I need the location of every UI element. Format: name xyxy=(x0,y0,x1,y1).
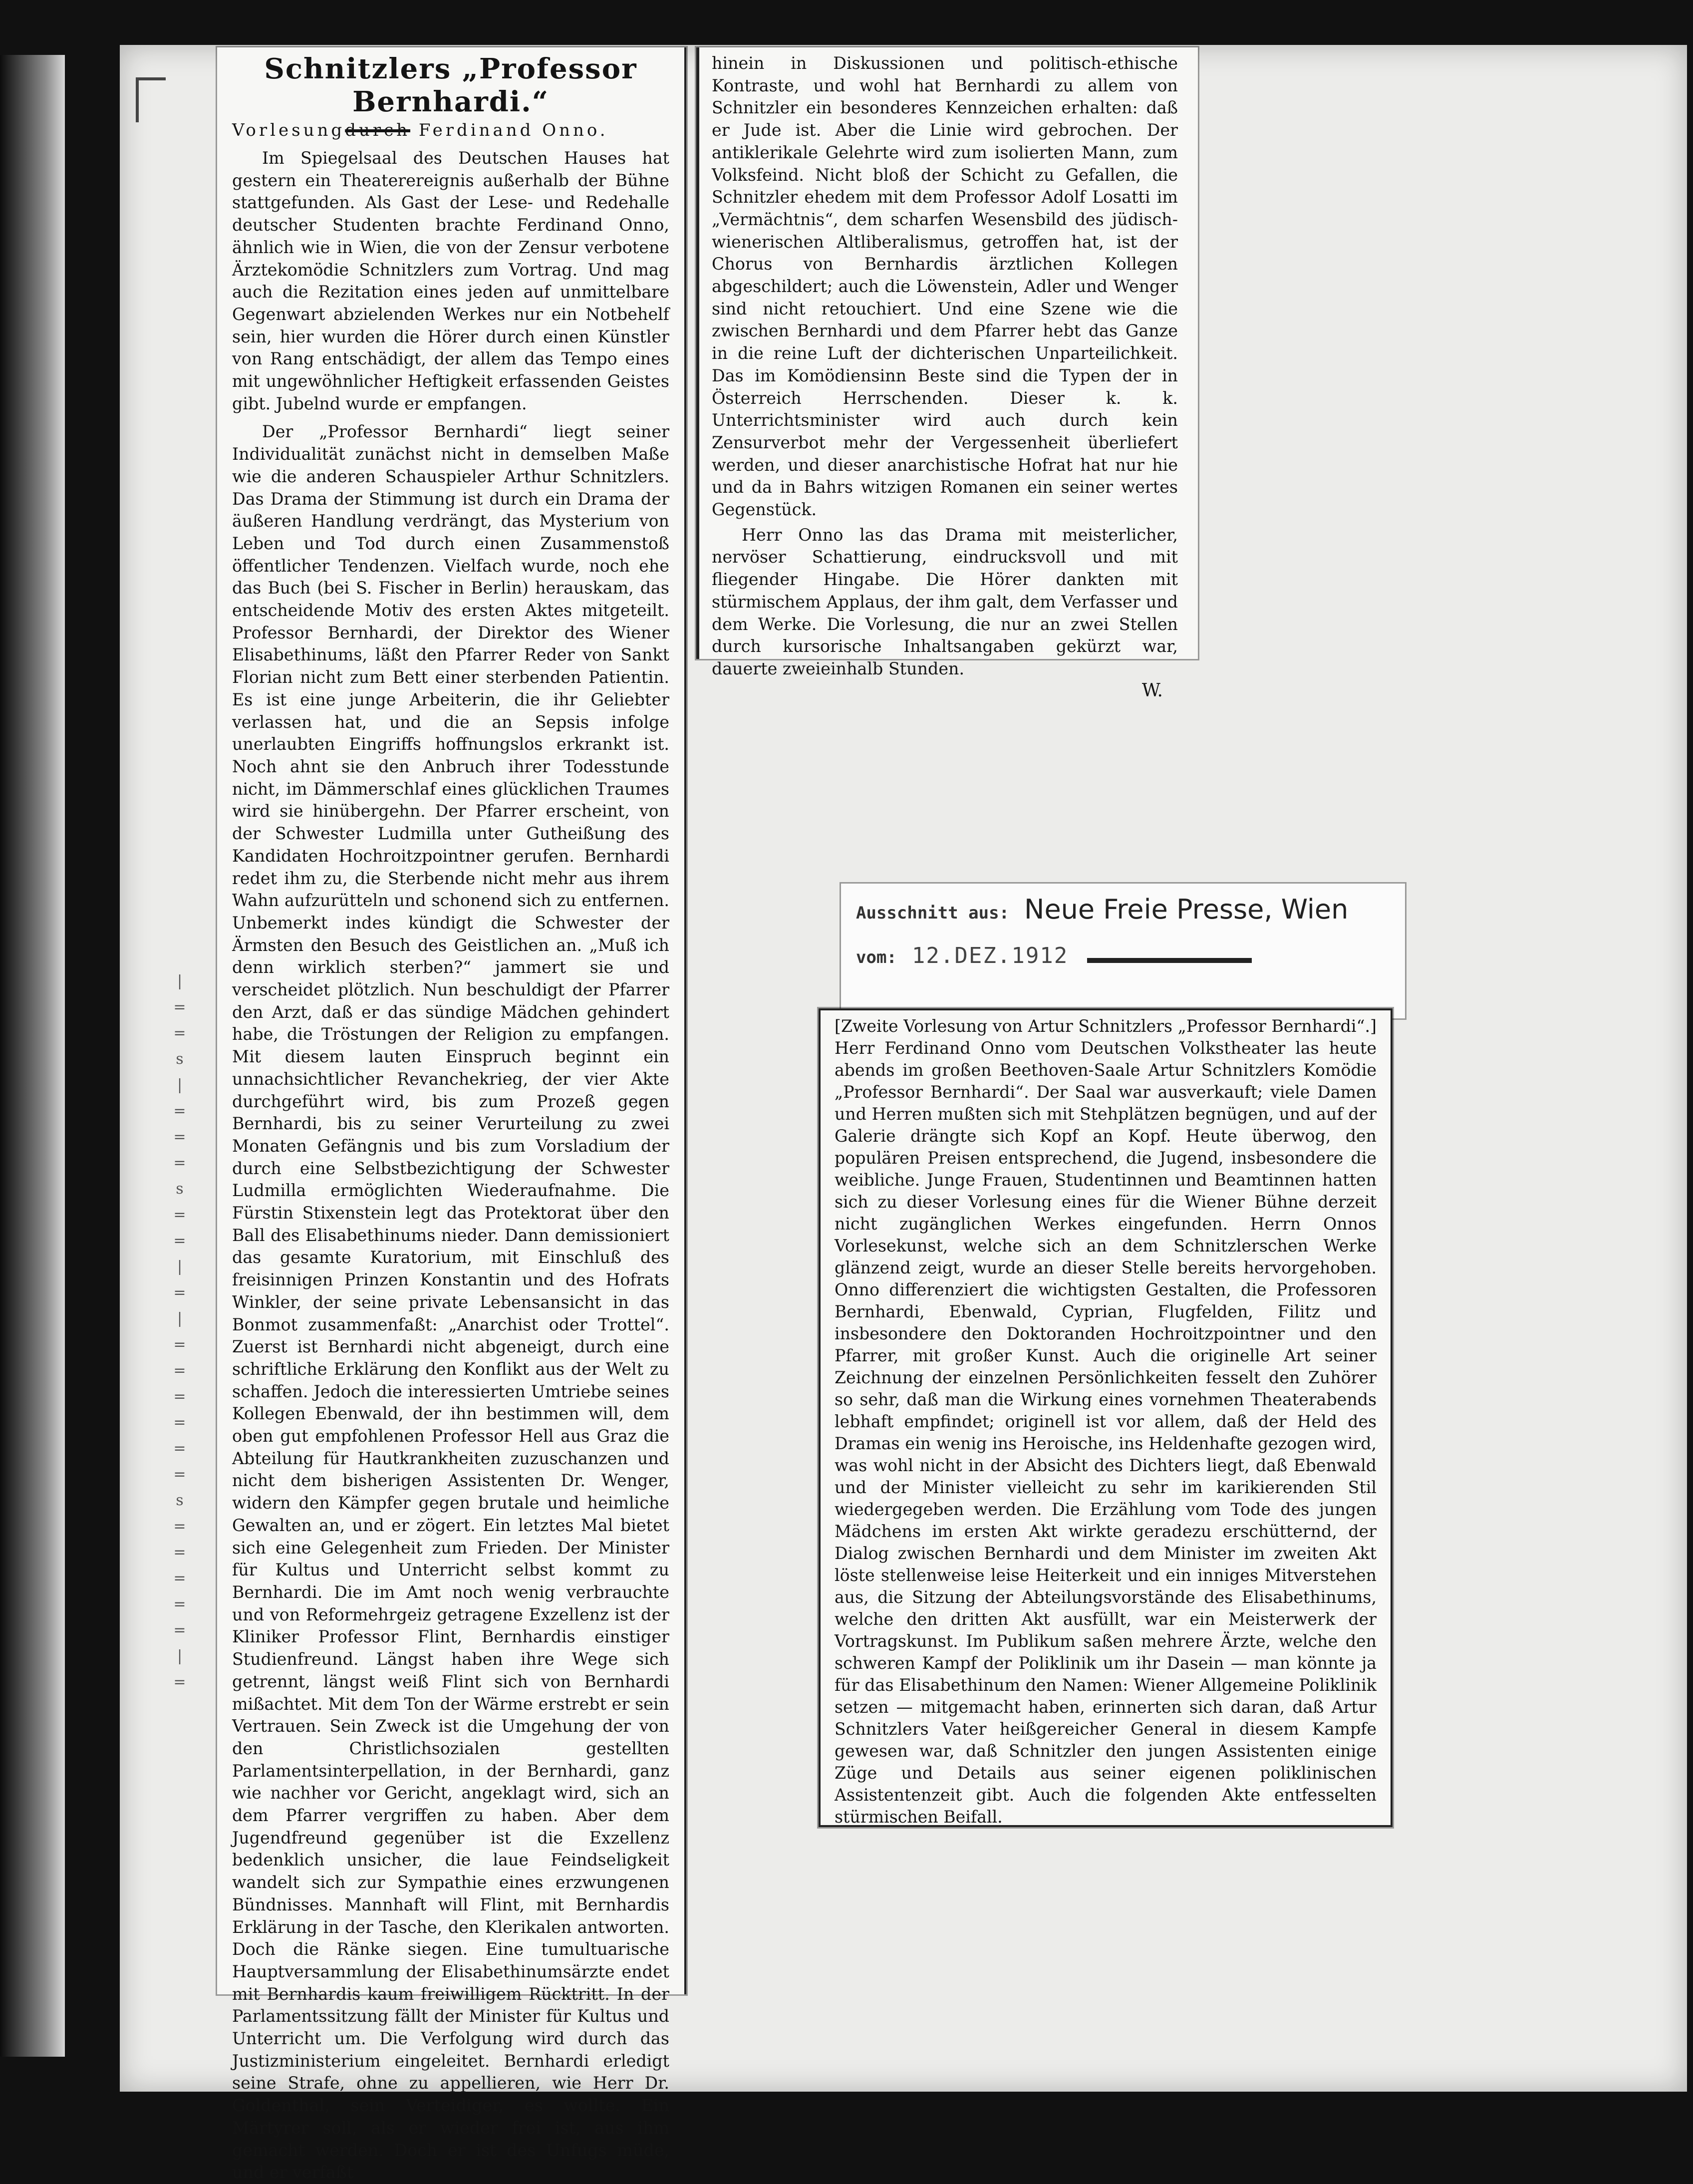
clipping-neue-freie-presse xyxy=(819,1008,1393,1827)
byline-name: Ferdinand Onno. xyxy=(418,120,608,140)
margin-mark: = xyxy=(173,1102,186,1120)
corner-mark-top xyxy=(136,77,166,80)
article-paragraph: hinein in Diskussionen und politisch-ethische Kontraste, und wohl hat Bernhardi zu allem von Schnitzler ein besonderes Kennzeichen erhalten: daß er Jude ist. Aber die Linie wird gebrochen. Der antiklerikale Gelehrte wird zum isolierten Mann, zum Volksfeind. Nicht bloß der Schicht zu Gefallen, die Schnitzler ehedem mit dem Professor Adolf Losatti im „Vermächtnis“, dem scharfen Wesensbild des jüdisch-wienerischen Altliberalismus, getroffen hat, ist der Chorus von Bernhardis ärztlichen Kollegen abgeschildert; auch die Löwenstein, Adler und Wenger sind nicht retouchiert. Und eine Szene wie die zwischen Bernhardi und dem Pfarrer hebt das Ganze in die reine Luft der dichterischen Unparteilichkeit. Das im Komödiensinn Beste sind die Typen der in Österreich Herrschenden. Dieser k. k. Unterrichtsminister wird auch durch kein Zensurverbot mehr der Vergessenheit überliefert werden, und dieser anarchistische Hofrat hat nur hie und da in Bahrs witzigen Romanen ein seiner wertes Gegenstück. xyxy=(712,53,1178,520)
margin-mark: s xyxy=(176,1050,184,1068)
clipping-review-continuation xyxy=(696,47,1198,701)
stamp-label: Ausschnitt aus: xyxy=(856,903,1010,923)
margin-mark: | xyxy=(177,1647,183,1665)
corner-mark xyxy=(136,77,139,122)
article-paragraph: [Zweite Vorlesung von Artur Schnitzlers „Professor Bernhardi“.] Herr Ferdinand Onno vom Deutschen Volkstheater las heute abends im großen Beethoven-Saale Artur Schnitzlers Komödie „Professor Bernhardi“. Der Saal war ausverkauft; viele Damen und Herren mußten sich mit Stehplätzen begnügen, und auf der Galerie drängte sich Kopf an Kopf. Heute überwog, den populären Preisen entsprechend, die Jugend, insbesondere die weibliche. Junge Frauen, Studentinnen und Beamtinnen hatten sich zu dieser Vorlesung eines für die Wiener Bühne derzeit nicht zugänglichen Werkes eingefunden. Herrn Onnos Vorlesekunst, welche sich an dem Schnitzlerschen Werke glänzend zeigt, wurde an dieser Stelle bereits hervorgehoben. Onno differenziert die wichtigsten Gestalten, die Professoren Bernhardi, Ebenwald, Cyprian, Flugfelden, Filitz und insbesondere den Doktoranden Hochroitzpointner und den Pfarrer, mit großer Kunst. Auch die originelle Art seiner Zeichnung der einzelnen Persönlichkeiten fesselt den Zuhörer so sehr, daß man die Wirkung eines vornehmen Theaterabends lebhaft empfindet; originell ist vor allem, daß der Held des Dramas ein wenig ins Heroische, ins Heldenhafte gezogen wird, was wohl nicht in der Absicht des Dichters liegt, daß Ebenwald und der Minister vielleicht zu sehr im karikierenden Stil wiedergegeben werden. Die Erzählung vom Tode des jungen Mädchens im ersten Akt wirkte geradezu erschütternd, der Dialog zwischen Bernhardi und dem Minister im zweiten Akt löste stellenweise leise Heiterkeit und ein inniges Mitverstehen aus, die Sitzung der Abteilungsvorstände des Elisabethinums, welche den dritten Akt ausfüllt, war ein Meisterwerk der Vortragskunst. Im Publikum saßen mehrere Ärzte, welche den schweren Kampf der Poliklinik um ihr Dasein — man könnte ja für das Elisabethinum den Namen: Wiener Allgemeine Poliklinik setzen — mitgemacht haben, erinnerten sich daran, daß Artur Schnitzlers Vater heißgereicher General in diesem Kampfe gewesen war, daß Schnitzler den jungen Assistenten einige Züge und Details aus seiner eigenen poliklinischen Assistentenzeit gibt. Auch die folgenden Akte entfesselten stürmischen Beifall. xyxy=(835,1016,1377,1827)
margin-mark: | xyxy=(177,1310,183,1327)
margin-mark: = xyxy=(173,1232,186,1249)
margin-mark: = xyxy=(173,1206,186,1224)
margin-mark: = xyxy=(173,1466,186,1483)
margin-mark: = xyxy=(173,1362,186,1379)
margin-mark: = xyxy=(173,1569,186,1587)
clipping-source-stamp xyxy=(841,884,1405,1018)
margin-mark: s xyxy=(176,1492,184,1509)
margin-mark: = xyxy=(173,1621,186,1639)
article-paragraph: Herr Onno las das Drama mit meisterlicher, nervöser Schattierung, eindrucksvoll und mit fliegender Hingabe. Die Hörer dankten mit stürmischem Applaus, der ihm galt, dem Verfasser und dem Werke. Die Vorlesung, die nur an zwei Stellen durch kursorische Inhaltsangaben gekürzt war, dauerte zweieinhalb Stunden. xyxy=(712,525,1178,678)
stamp-source-row xyxy=(856,894,1390,925)
margin-mark: = xyxy=(173,1154,186,1172)
clipping-professor-bernhardi-review xyxy=(217,47,686,2183)
article-byline xyxy=(232,120,669,140)
stamp-source: Neue Freie Presse, Wien xyxy=(1024,894,1349,925)
article-paragraph: Der „Professor Bernhardi“ liegt seiner Individualität zunächst nicht in demselben Maße wie die anderen Schauspieler Arthur Schnitzlers. Das Drama der Stimmung ist durch ein Drama der äußeren Handlung verdrängt, das Mysterium von Leben und Tod durch einen Zusammenstoß öffentlicher Tendenzen. Vielfach wurde, noch ehe das Buch (bei S. Fischer in Berlin) herauskam, das entscheidende Motiv des ersten Aktes mitgeteilt. Professor Bernhardi, der Direktor des Wiener Elisabethinums, läßt den Pfarrer Reder von Sankt Florian nicht zum Bett einer sterbenden Patientin. Es ist eine junge Arbeiterin, die ihr Geliebter verlassen hat, und die an Sepsis infolge unerlaubten Eingriffs hoffnungslos erkrankt ist. Noch ahnt sie den Anbruch ihrer Todesstunde nicht, im Dämmerschlaf eines glücklichen Traumes wird sie hinübergehn. Der Pfarrer erscheint, von der Schwester Ludmilla unter Gutheißung des Kandidaten Hochroitzpointner gerufen. Bernhardi redet ihm zu, die Sterbende nicht mehr aus ihrem Wahn aufzurütteln und schonend sich zu entfernen. Unbemerkt indes kündigt die Schwester der Ärmsten den Besuch des Geistlichen an. „Muß ich denn wirklich sterben?“ jammert sie und verscheidet plötzlich. Nun beschuldigt der Pfarrer den Arzt, daß er das sündige Mädchen gehindert habe, die Tröstungen der Religion zu empfangen. Mit diesem lauten Einspruch beginnt ein unnachsichtlicher Revanchekrieg, der vier Akte durchgeführt wird, bis zum Prozeß gegen Bernhardi, bis zu seiner Verurteilung zu zwei Monaten Gefängnis und bis zum Vorsladium der durch eine Selbstbezichtigung der Schwester Ludmilla ermöglichten Wiederaufnahme. Die Fürstin Stixenstein legt das Protektorat über den Ball des Elisabethinums nieder. Dann demissioniert das gesamte Kuratorium, mit Einschluß des freisinnigen Prinzen Konstantin und des Hofrats Winkler, der seine private Lebensansicht in das Bonmot zusammenfaßt: „Anarchist oder Trottel“. Zuerst ist Bernhardi nicht abgeneigt, durch eine schriftliche Erklärung den Konflikt aus der Welt zu schaffen. Jedoch die interessierten Umtriebe seines Kollegen Ebenwald, der ihn bestimmen will, dem oben gut empfohlenen Professor Hell aus Graz die Abteilung für Hautkrankheiten zuzuschanzen und nicht dem bisherigen Assistenten Dr. Wenger, widern den Kämpfer gegen brutale und heimliche Gewalten an, und er zögert. Ein letztes Mal bietet sich eine Gelegenheit zum Frieden. Der Minister für Kultus und Unterricht selbst kommt zu Bernhardi. Die im Amt noch wenig verbrauchte und von Reformehrgeiz getragene Exzellenz ist der Kliniker Professor Flint, Bernhardis einstiger Studienfreund. Längst haben ihre Wege sich getrennt, längst weiß Flint sich von Bernhardi mißachtet. Mit dem Ton der Wärme erstrebt er sein Vertrauen. Sein Zweck ist die Umgehung der von den Christlichsozialen gestellten Parlamentsinterpellation, in der Bernhardi, ganz wie nachher vor Gericht, angeklagt wird, sich an dem Pfarrer vergriffen zu haben. Aber dem Jugendfreund gegenüber ist die Exzellenz bedenklich unsicher, die laue Feindseligkeit wandelt sich zur Sympathie eines erzwungenen Bündnisses. Mannhaft will Flint, mit Bernhardis Erklärung in der Tasche, den Klerikalen antworten. Doch die Ränke siegen. Eine tumultuarische Hauptversammlung der Elisabethinumsärzte endet mit Bernhardis kaum freiwilligem Rücktritt. In der Parlamentssitzung fällt der Minister für Kultus und Unterricht um. Die Verfolgung wird durch das Justizministerium eingeleitet. Bernhardi erledigt seine Strafe, ohne zu appellieren, wie Herr Dr. Goldenthal, sein Verteidiger, es wollte. Ein Märtyrer soll, als er wieder frei ist, aus ihm gemacht werden. Doch er ist des Unfugs müde, und er verfaßt xyxy=(232,422,669,2183)
stamp-date: 12.DEZ.1912 xyxy=(911,943,1069,968)
margin-mark: = xyxy=(173,1440,186,1457)
margin-mark: | xyxy=(177,972,183,990)
byline-prefix: Vorlesung xyxy=(232,120,345,140)
margin-mark: = xyxy=(173,1673,186,1691)
margin-mark: = xyxy=(173,1388,186,1405)
margin-mark: s xyxy=(176,1180,184,1198)
stamp-date-label: vom: xyxy=(856,947,897,967)
margin-mark: = xyxy=(173,1544,186,1561)
stamp-date-row xyxy=(856,943,1390,968)
margin-mark: = xyxy=(173,1128,186,1146)
margin-annotations xyxy=(172,968,187,1695)
margin-mark: = xyxy=(173,998,186,1016)
adjacent-page-edge xyxy=(0,55,65,2057)
margin-mark: = xyxy=(173,1518,186,1535)
margin-mark: = xyxy=(173,1414,186,1431)
margin-mark: | xyxy=(177,1076,183,1094)
author-signature: W. xyxy=(1141,680,1163,701)
margin-mark: = xyxy=(173,1336,186,1353)
margin-mark: = xyxy=(173,1284,186,1301)
article-headline: Schnitzlers „Professor Bernhardi.“ xyxy=(264,52,637,118)
margin-mark: = xyxy=(173,1595,186,1613)
margin-mark: | xyxy=(177,1258,183,1275)
byline-struck-word: durch xyxy=(345,120,411,140)
margin-mark: = xyxy=(173,1024,186,1042)
article-paragraph: Im Spiegelsaal des Deutschen Hauses hat gestern ein Theaterereignis außerhalb der Bühne stattgefunden. Als Gast der Lese- und Redehalle deutscher Studenten brachte Ferdinand Onno, ähnlich wie in Wien, die von der Zensur verbotene Ärztekomödie Schnitzlers zum Vortrag. Und mag auch die Rezitation eines jeden auf unmittelbare Gegenwart abzielenden Werkes nur ein Notbehelf sein, hier wurden die Hörer durch einen Künstler von Rang entschädigt, der allem das Tempo eines mit ungewöhnlicher Heftigkeit erfassenden Geistes gibt. Jubelnd wurde er empfangen. xyxy=(232,148,669,413)
stamp-underline xyxy=(1087,958,1252,963)
